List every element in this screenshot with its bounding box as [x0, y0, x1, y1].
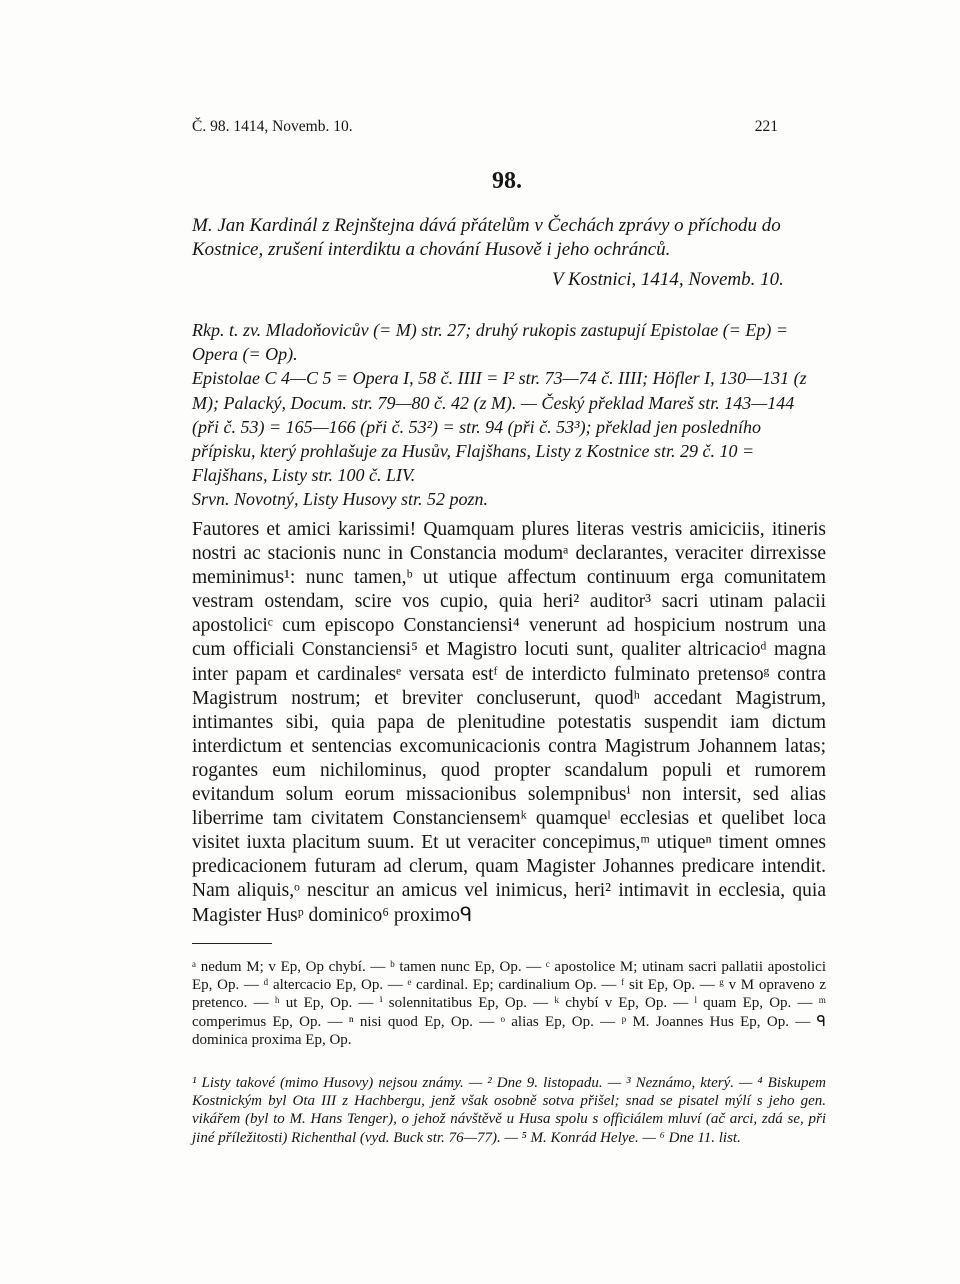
source-apparatus [192, 318, 824, 512]
footnote-rule [192, 943, 272, 944]
regest-summary: M. Jan Kardinál z Rejnštejna dává přátelům v Čechách zprávy o příchodu do Kostnice, zrušení interdiktu a chování Husově i jeho ochránců. [192, 215, 781, 260]
running-head [192, 118, 778, 136]
apparatus-editions: Epistolae C 4—C 5 = Opera I, 58 č. IIII = I² str. 73—74 č. IIII; Höfler I, 130—131 (z M); Palacký, Docum. str. 79—80 č. 42 (z M). — Český překlad Mareš str. 143—144 (při č. 53) = 165—166 (při č. 53²) = str. 94 (při č. 53³); překlad jen posledního přípisku, který prohlašuje za Husův, Flajšhans, Listy z Kostnice str. 29 č. 10 = Flajšhans, Listy str. 100 č. LIV. [192, 368, 807, 486]
page-number: 221 [754, 118, 778, 135]
running-head-left: Č. 98. 1414, Novemb. 10. [192, 118, 353, 135]
dateline: V Kostnici, 1414, Novemb. 10. [552, 269, 784, 290]
apparatus-manuscript: Rkp. t. zv. Mladoňovicův (= M) str. 27; druhý rukopis zastupují Epistolae (= Ep) = Opera (= Op). [192, 320, 789, 365]
apparatus-compare: Srvn. Novotný, Listy Husovy str. 52 pozn. [192, 489, 488, 510]
letter-text: Fautores et amici karissimi! Quamquam plures literas vestris amiciciis, itineris nostri ac stacionis nunc in Constancia modumᵃ declarantes, veraciter dirrexisse meminimus¹: nunc tamen,ᵇ ut utique affectum continuum erga comunitatem vestram ostendam, scire vos cupio, quia heri² auditor³ sacri utinam palacii apostoliciᶜ cum episcopo Constanciensi⁴ venerunt ad hospicium nostrum una cum officiali Constanciensi⁵ et Magistro locuti sunt, qualiter altricacioᵈ magna inter papam et cardinalesᵉ versata estᶠ de interdicto fulminato pretensoᵍ contra Magistrum nostrum; et breviter concluserunt, quodʰ accedant Magistrum, intimantes sibi, quia papa de plenitudine potestatis suspendit iam dictum interdictum et sentencias excomunicacionis contra Magistrum Johannem latas; rogantes eum nichilominus, quod propter scandalum populi et rumorem evitandum solum eorum missacionibus solempnibusⁱ non intersit, sed alias liberrime tam civitatem Constanciensemᵏ quamqueˡ ecclesias et quelibet loca visitet iuxta placitum suum. Et ut veraciter concepimus,ᵐ utiqueⁿ timent omnes predicacionem futuram ad clerum, quam Magister Johannes predicare intendit. Nam aliquis,ᵒ nescitur an amicus vel inimicus, heri² intimavit in ecclesia, quia Magister Husᵖ dominico⁶ proximoᑫ [192, 519, 826, 926]
document-number: 98. [492, 168, 522, 194]
explanatory-footnotes: ¹ Listy takové (mimo Husovy) nejsou známy. — ² Dne 9. listopadu. — ³ Neznámo, který. — ⁴ Biskupem Kostnickým byl Ota III z Hachbergu, jenž však osobně sotva přišel; snad se pisatel mýlí s jeho gen. vikářem (byl to M. Hans Tenger), o jehož návštěvě u Husa spolu s officiálem mluví (ač arci, zdá se, při jiné příležitosti) Richenthal (vyd. Buck str. 76—77). — ⁵ M. Konrád Helye. — ⁶ Dne 11. list. [192, 1075, 826, 1146]
variant-footnotes: ᵃ nedum M; v Ep, Op chybí. — ᵇ tamen nunc Ep, Op. — ᶜ apostolice M; utinam sacri pallatii apostolici Ep, Op. — ᵈ altercacio Ep, Op. — ᵉ cardinal. Ep; cardinalium Op. — ᶠ sit Ep, Op. — ᵍ v M opraveno z pretenco. — ʰ ut Ep, Op. — ⁱ solennitatibus Ep, Op. — ᵏ chybí v Ep, Op. — ˡ quam Ep, Op. — ᵐ comperimus Ep, Op. — ⁿ nisi quod Ep, Op. — ᵒ alias Ep, Op. — ᵖ M. Joannes Hus Ep, Op. — ᑫ dominica proxima Ep, Op. [192, 959, 826, 1048]
